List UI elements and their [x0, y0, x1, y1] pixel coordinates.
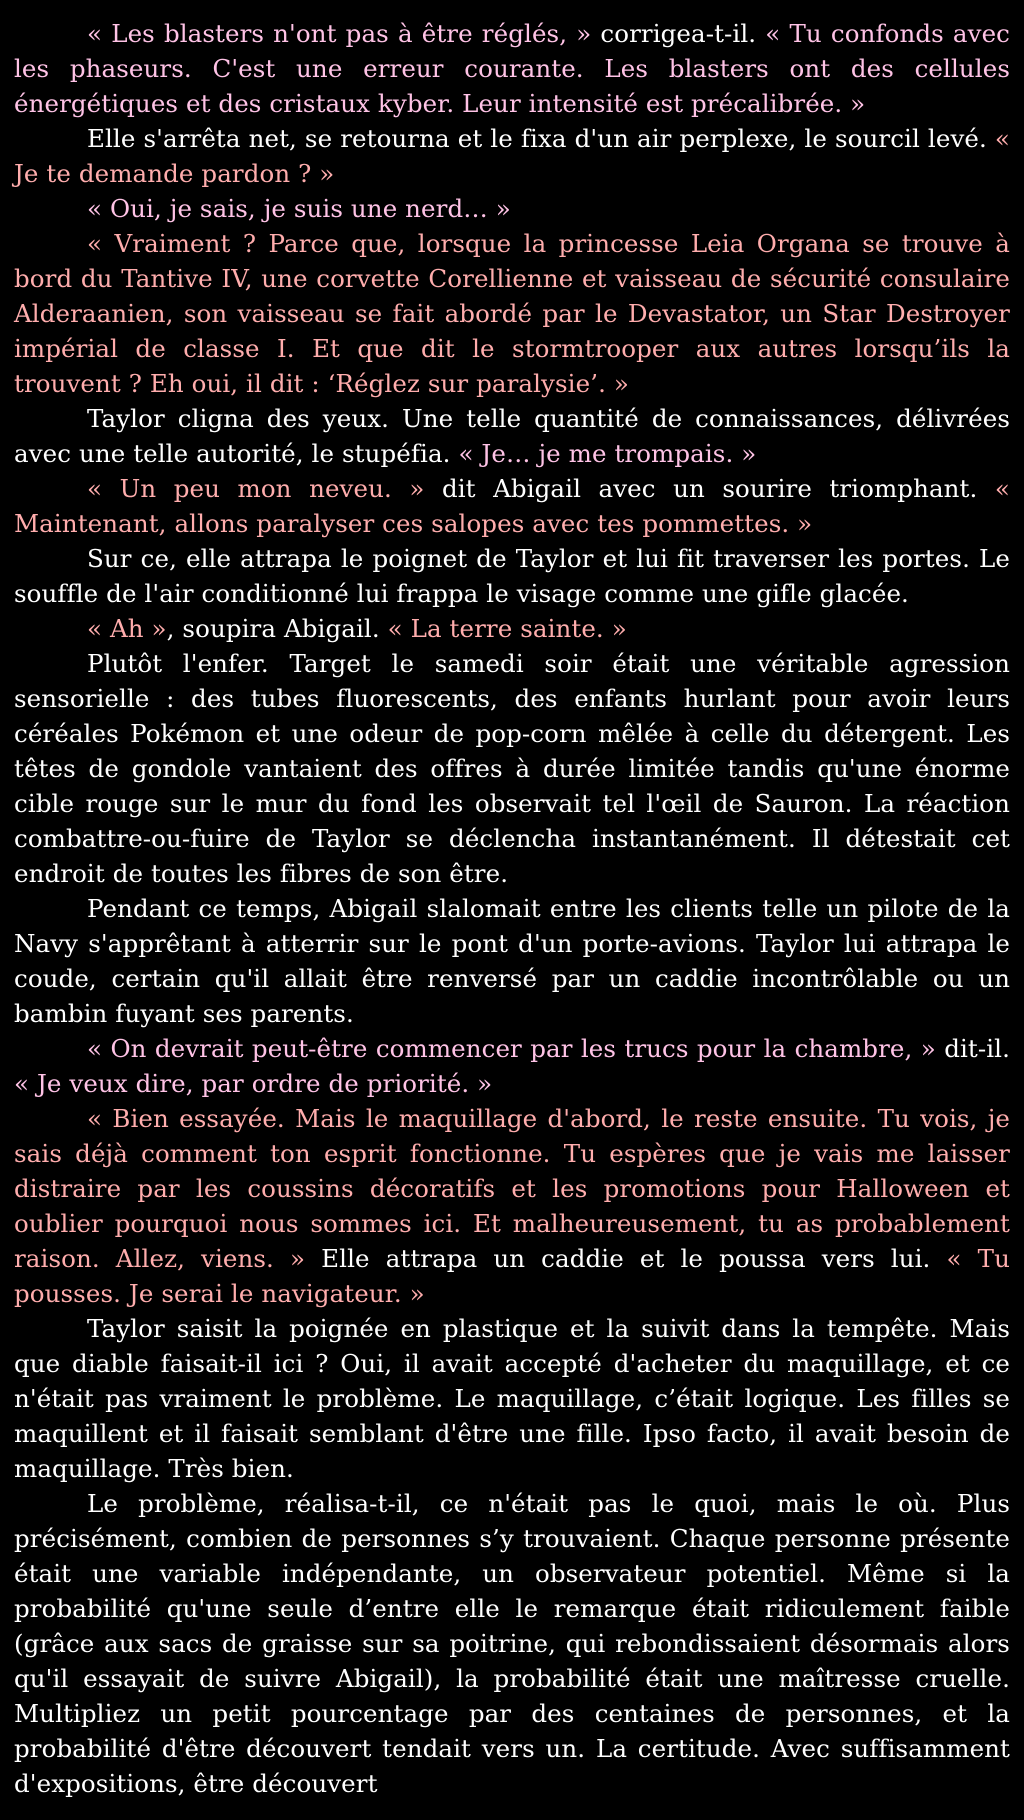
- narration-text: dit-il.: [935, 1034, 1010, 1063]
- paragraph: [14, 471, 1010, 541]
- dialogue-text: « Ah »: [87, 614, 167, 643]
- narration-text: Plutôt l'enfer. Target le samedi soir était une véritable agression sensorielle : des tubes fluorescents, des enfants hurlant pour avoir leurs céréales Pokémon et une odeur de pop-corn mêlée à celle du détergent. Les têtes de gondole vantaient des offres à durée limitée tandis qu'une énorme cible rouge sur le mur du fond les observait tel l'œil de Sauron. La réaction combattre-ou-fuire de Taylor se déclencha instantanément. Il détestait cet endroit de toutes les fibres de son être.: [14, 649, 1010, 888]
- paragraph: [14, 1031, 1010, 1101]
- paragraph: [14, 191, 1010, 226]
- paragraph: [14, 226, 1010, 401]
- paragraph: [14, 1101, 1010, 1311]
- narration-text: Elle attrapa un caddie et le poussa vers lui.: [305, 1244, 947, 1273]
- narration-text: corrigea-t-il.: [591, 19, 766, 48]
- narration-text: Taylor cligna des yeux. Une telle quantité de connaissances, délivrées avec une telle autorité, le stupéfia.: [14, 404, 1010, 468]
- narration-text: dit Abigail avec un sourire triomphant.: [424, 474, 995, 503]
- narration-text: Elle s'arrêta net, se retourna et le fixa d'un air perplexe, le sourcil levé.: [87, 124, 995, 153]
- paragraph: [14, 1311, 1010, 1486]
- narration-text: Taylor saisit la poignée en plastique et la suivit dans la tempête. Mais que diable faisait-il ici ? Oui, il avait accepté d'acheter du maquillage, et ce n'était pas vraiment le problème. Le maquillage, c’était logique. Les filles se maquillent et il faisait semblant d'être une fille. Ipso facto, il avait besoin de maquillage. Très bien.: [14, 1314, 1010, 1483]
- paragraph: [14, 1486, 1010, 1801]
- dialogue-text: « On devrait peut-être commencer par les trucs pour la chambre, »: [87, 1034, 936, 1063]
- dialogue-text: « Vraiment ? Parce que, lorsque la princesse Leia Organa se trouve à bord du Tantive IV, une corvette Corellienne et vaisseau de sécurité consulaire Alderaanien, son vaisseau se fait abordé par le Devastator, un Star Destroyer impérial de classe I. Et que dit le stormtrooper aux autres lorsqu’ils la trouvent ? Eh oui, il dit : ‘Réglez sur paralysie’. »: [14, 229, 1010, 398]
- dialogue-text: « Maintenant, allons paralyser ces salopes avec tes pommettes. »: [14, 474, 1010, 538]
- dialogue-text: « Tu confonds avec les phaseurs. C'est une erreur courante. Les blasters ont des cellules énergétiques et des cristaux kyber. Leur intensité est précalibrée. »: [14, 19, 1010, 118]
- dialogue-text: « Un peu mon neveu. »: [87, 474, 425, 503]
- paragraph: [14, 121, 1010, 191]
- dialogue-text: « Oui, je sais, je suis une nerd… »: [87, 194, 511, 223]
- narration-text: Pendant ce temps, Abigail slalomait entre les clients telle un pilote de la Navy s'apprêtant à atterrir sur le pont d'un porte-avions. Taylor lui attrapa le coude, certain qu'il allait être renversé par un caddie incontrôlable ou un bambin fuyant ses parents.: [14, 894, 1010, 1028]
- dialogue-text: « Je te demande pardon ? »: [14, 124, 1010, 188]
- dialogue-text: « Je veux dire, par ordre de priorité. »: [14, 1069, 493, 1098]
- paragraph: [14, 891, 1010, 1031]
- narration-text: , soupira Abigail.: [166, 614, 388, 643]
- dialogue-text: « La terre sainte. »: [387, 614, 627, 643]
- paragraph: [14, 611, 1010, 646]
- paragraph: [14, 541, 1010, 611]
- paragraph: [14, 646, 1010, 891]
- dialogue-text: « Bien essayée. Mais le maquillage d'abord, le reste ensuite. Tu vois, je sais déjà comment ton esprit fonctionne. Tu espères que je vais me laisser distraire par les coussins décoratifs et les promotions pour Halloween et oublier pourquoi nous sommes ici. Et malheureusement, tu as probablement raison. Allez, viens. »: [14, 1104, 1010, 1273]
- paragraph: [14, 401, 1010, 471]
- dialogue-text: « Les blasters n'ont pas à être réglés, »: [87, 19, 592, 48]
- dialogue-text: « Je… je me trompais. »: [458, 439, 757, 468]
- dialogue-text: « Tu pousses. Je serai le navigateur. »: [14, 1244, 1010, 1308]
- paragraph: [14, 16, 1010, 121]
- narration-text: Le problème, réalisa-t-il, ce n'était pas le quoi, mais le où. Plus précisément, combien de personnes s’y trouvaient. Chaque personne présente était une variable indépendante, un observateur potentiel. Même si la probabilité qu'une seule d’entre elle le remarque était ridiculement faible (grâce aux sacs de graisse sur sa poitrine, qui rebondissaient désormais alors qu'il essayait de suivre Abigail), la probabilité était une maîtresse cruelle. Multipliez un petit pourcentage par des centaines de personnes, et la probabilité d'être découvert tendait vers un. La certitude. Avec suffisamment d'expositions, être découvert: [14, 1489, 1010, 1798]
- narration-text: Sur ce, elle attrapa le poignet de Taylor et lui fit traverser les portes. Le souffle de l'air conditionné lui frappa le visage comme une gifle glacée.: [14, 544, 1010, 608]
